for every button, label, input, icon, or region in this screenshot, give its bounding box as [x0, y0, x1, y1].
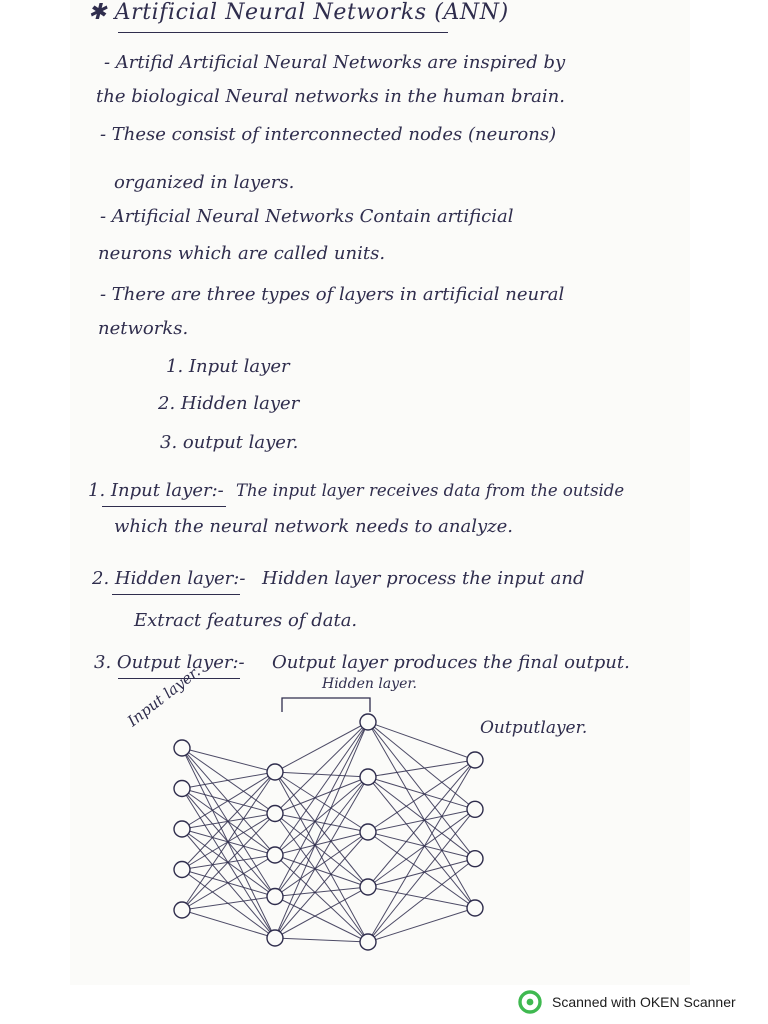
neuron-node: [267, 889, 283, 905]
connection-line: [275, 722, 368, 772]
connection-line: [368, 760, 475, 887]
neuron-node: [174, 862, 190, 878]
neuron-node: [267, 930, 283, 946]
scanner-footer-text: Scanned with OKEN Scanner: [552, 994, 736, 1010]
note-line-7: - There are three types of layers in artificial neural: [100, 284, 565, 305]
connection-line: [182, 814, 275, 911]
definition-text-input: The input layer receives data from the outside: [236, 481, 625, 500]
output-layer-label: Outputlayer.: [480, 718, 588, 738]
hidden-layer-bracket: [282, 698, 370, 712]
definition-term-output: 3. Output layer:-: [94, 652, 245, 673]
connection-line: [368, 777, 475, 809]
connection-line: [368, 722, 475, 859]
layer-list-item-2: 2. Hidden layer: [158, 393, 300, 414]
connection-line: [182, 897, 275, 911]
note-line-1: - Artifid Artificial Neural Networks are inspired by: [104, 52, 566, 73]
neuron-node: [360, 934, 376, 950]
neuron-node: [467, 801, 483, 817]
connection-line: [368, 887, 475, 908]
note-line-3: - These consist of interconnected nodes (neurons): [100, 124, 557, 145]
note-line-4: organized in layers.: [114, 172, 295, 193]
neuron-node: [360, 714, 376, 730]
connection-line: [368, 722, 475, 908]
neuron-node: [467, 851, 483, 867]
page-title: ✱ Artificial Neural Networks (ANN): [88, 0, 509, 25]
neuron-node: [267, 764, 283, 780]
connection-line: [275, 832, 368, 897]
input-layer-label: Input layer.: [124, 662, 204, 731]
neuron-node: [467, 900, 483, 916]
connection-line: [275, 855, 368, 942]
connection-line: [275, 814, 368, 888]
connection-line: [368, 859, 475, 942]
connection-line: [368, 760, 475, 942]
neuron-node: [174, 740, 190, 756]
neuron-node: [467, 752, 483, 768]
connection-line: [368, 722, 475, 760]
note-line-8: networks.: [98, 318, 189, 339]
connection-line: [368, 832, 475, 908]
definition-term-hidden: 2. Hidden layer:-: [92, 568, 246, 589]
connection-line: [182, 910, 275, 938]
connection-line: [368, 908, 475, 942]
layer-list-item-3: 3. output layer.: [160, 432, 299, 453]
connection-line: [275, 722, 368, 814]
definition-cont-hidden: Extract features of data.: [134, 610, 358, 631]
definition-cont-input: which the neural network needs to analyze.: [114, 516, 513, 537]
neuron-node: [174, 821, 190, 837]
neuron-node: [360, 769, 376, 785]
scanner-footer: [518, 990, 736, 1014]
neuron-node: [267, 806, 283, 822]
connection-line: [275, 777, 368, 938]
note-line-6: neurons which are called units.: [98, 243, 386, 264]
connection-line: [275, 722, 368, 938]
definition-text-hidden: Hidden layer process the input and: [262, 568, 585, 589]
neuron-node: [360, 879, 376, 895]
connection-line: [275, 938, 368, 942]
connection-line: [368, 832, 475, 859]
neuron-node: [267, 847, 283, 863]
neuron-node: [174, 902, 190, 918]
definition-text-output: Output layer produces the final output.: [272, 652, 630, 673]
layer-list-item-1: 1. Input layer: [166, 356, 290, 377]
oken-scanner-logo-icon: [518, 990, 542, 1014]
connection-line: [275, 897, 368, 943]
note-line-5: - Artificial Neural Networks Contain artificial: [100, 206, 514, 227]
connection-line: [368, 760, 475, 777]
connection-line: [368, 777, 475, 859]
connection-line: [182, 748, 275, 772]
hidden-layer-label: Hidden layer.: [322, 676, 417, 692]
note-line-2: the biological Neural networks in the human brain.: [96, 86, 565, 107]
connection-line: [275, 772, 368, 777]
definition-term-input: 1. Input layer:-: [88, 480, 224, 501]
neuron-node: [174, 781, 190, 797]
connection-line: [368, 859, 475, 887]
neuron-node: [360, 824, 376, 840]
